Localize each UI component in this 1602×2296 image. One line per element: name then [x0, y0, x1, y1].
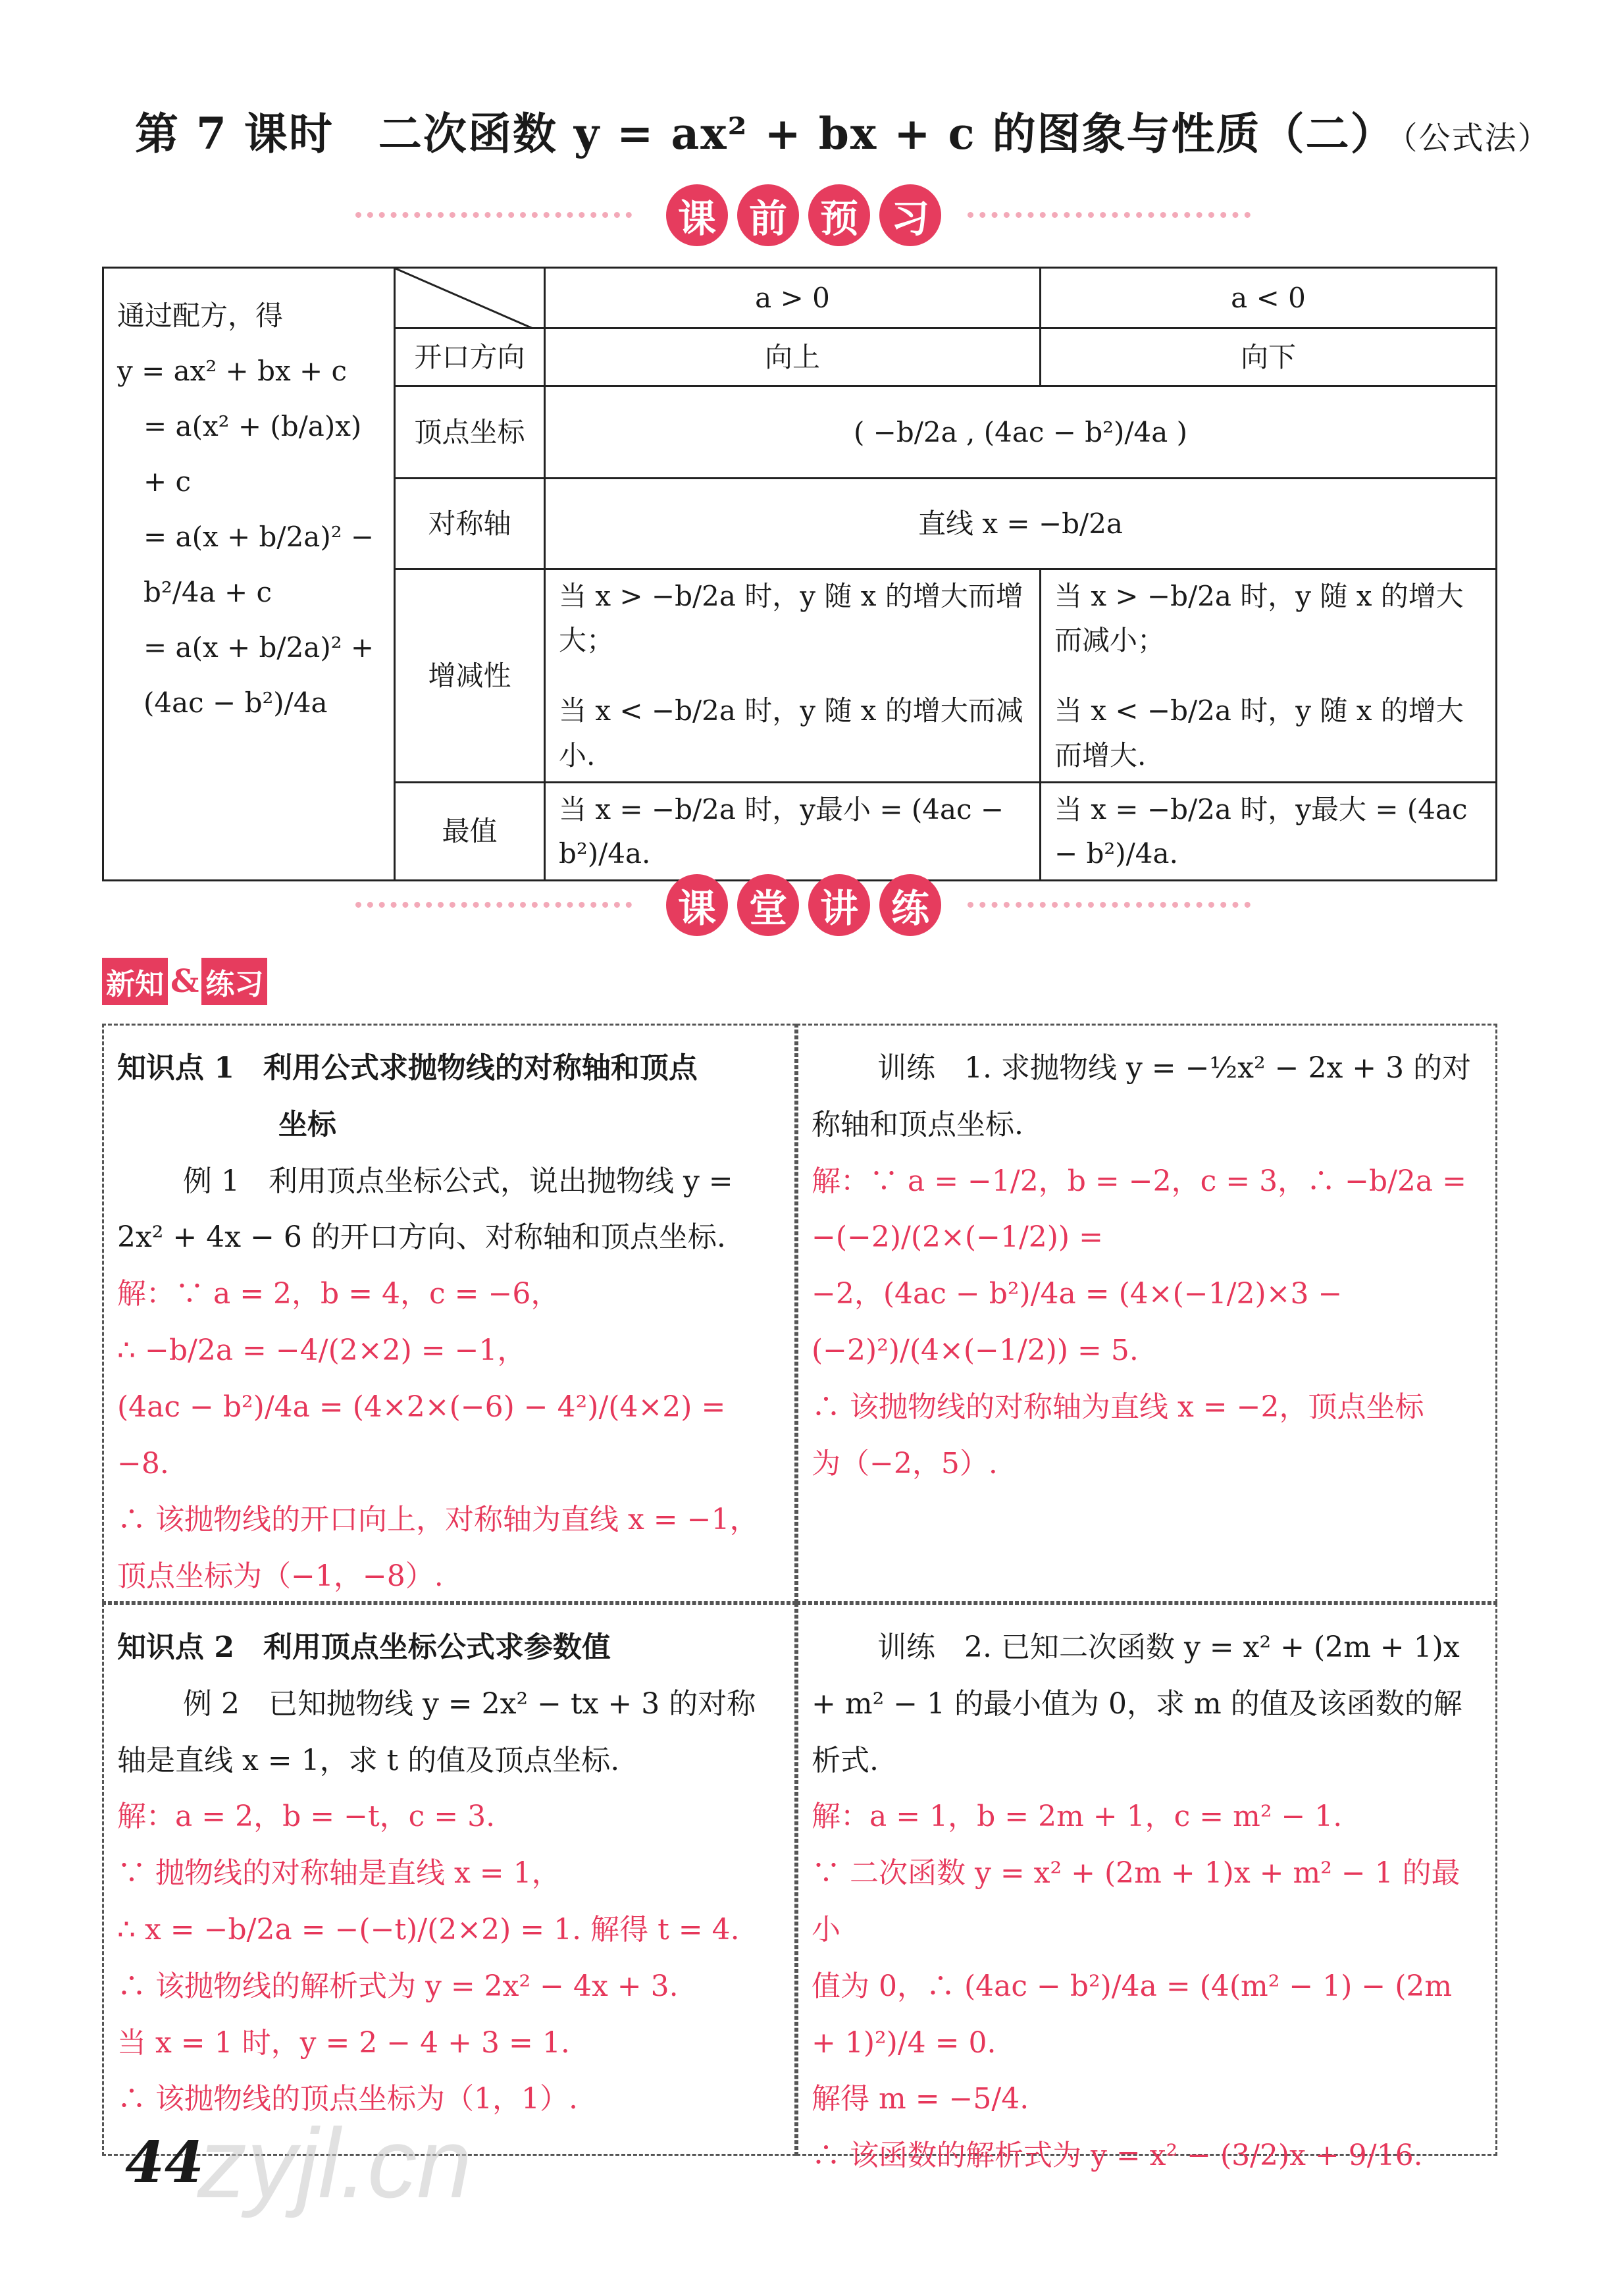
solution-line: 当 x = 1 时，y = 2 − 4 + 3 = 1. [117, 2025, 570, 2060]
direction-pos: 向上 [545, 328, 1041, 386]
solution-line: 为（−2，5）. [812, 1446, 998, 1480]
knowledge-point-1 [102, 1024, 796, 1603]
kp1-title-cont: 坐标 [278, 1107, 336, 1141]
corner-cell [395, 268, 545, 328]
row-label-vertex: 顶点坐标 [395, 386, 545, 479]
kp2-example: 例 2 已知抛物线 y = 2x² − tx + 3 的对称轴是直线 x = 1，求 t 的值及顶点坐标. [117, 1686, 756, 1777]
derivation-line: (4ac − b²)/4a [143, 687, 328, 719]
row-label-monotonic: 增减性 [395, 569, 545, 783]
row-label-direction: 开口方向 [395, 328, 545, 386]
solution-line: ∵ 抛物线的对称轴是直线 x = 1， [117, 1856, 561, 1891]
tr1-question: 训练 1. 求抛物线 y = −½x² − 2x + 3 的对称轴和顶点坐标. [812, 1051, 1472, 1141]
class-badge-3: 讲 [808, 874, 870, 936]
extreme-neg: 当 x = −b/2a 时，y最大 = (4ac − b²)/4a. [1041, 782, 1497, 880]
class-badge-4: 练 [879, 874, 941, 936]
solution-line: ∴ 该抛物线的开口向上，对称轴为直线 x = −1， [117, 1503, 759, 1537]
title-sub: （公式法） [1401, 120, 1551, 157]
dotted-divider-left-2 [355, 902, 632, 908]
tr2-question: 训练 2. 已知二次函数 y = x² + (2m + 1)x + m² − 1 的最小值为 0，求 m 的值及该函数的解析式. [812, 1631, 1462, 1777]
solution-line: ∴ x = −b/2a = −(−t)/(2×2) = 1. 解得 t = 4. [117, 1912, 740, 1946]
page-number: 44 [125, 2129, 204, 2196]
training-2 [796, 1603, 1497, 2173]
solution-line: −2，(4ac − b²)/4a = (4×(−1/2)×3 − (−2)²)/(4×(−1/2)) = 5. [812, 1277, 1343, 1367]
preview-badge-3: 预 [808, 184, 870, 246]
kp2-title: 知识点 2 利用顶点坐标公式求参数值 [117, 1631, 611, 1664]
knowledge-point-2 [102, 1603, 796, 2156]
solution-line: ∴ 该函数的解析式为 y = x² − (3/2)x + 9/16. [812, 2139, 1423, 2173]
tr2-solution [812, 1788, 1482, 2184]
monotonic-pos-line2: 当 x < −b/2a 时，y 随 x 的增大而减小. [559, 694, 1023, 771]
watermark: zyjl.cn [197, 2108, 472, 2218]
derivation-line: 通过配方，得 [117, 300, 284, 332]
page-title [135, 99, 1551, 161]
class-badge-1: 课 [666, 874, 728, 936]
preview-badge-2: 前 [737, 184, 799, 246]
extreme-pos: 当 x = −b/2a 时，y最小 = (4ac − b²)/4a. [545, 782, 1041, 880]
derivation-line: = a(x + b/2a)² + [143, 631, 375, 664]
tag-part-a: 新知 [102, 958, 168, 1005]
solution-line: 解：a = 1，b = 2m + 1，c = m² − 1. [812, 1800, 1343, 1834]
kp1-solution [117, 1266, 781, 1605]
solution-line: ∴ 该抛物线的解析式为 y = 2x² − 4x + 3. [117, 1969, 679, 2003]
monotonic-neg [1041, 569, 1497, 783]
kp1-title: 知识点 1 利用公式求抛物线的对称轴和顶点 [117, 1051, 698, 1085]
vertex-value: ( −b/2a , (4ac − b²)/4a ) [545, 386, 1497, 479]
solution-line: ∴ −b/2a = −4/(2×2) = −1， [117, 1333, 527, 1367]
derivation-line: = a(x + b/2a)² − b²/4a + c [143, 521, 375, 608]
new-knowledge-tag [102, 958, 267, 1005]
derivation-cell [103, 268, 395, 881]
dotted-divider-right-2 [968, 902, 1251, 908]
col-header-neg: a < 0 [1041, 268, 1497, 328]
solution-line: 值为 0，∴ (4ac − b²)/4a = (4(m² − 1) − (2m + 1)²)/4 = 0. [812, 1969, 1453, 2060]
tr1-solution [812, 1153, 1482, 1492]
tag-part-b: 练习 [201, 958, 267, 1005]
tag-amp: & [170, 963, 199, 1000]
solution-line: ∴ 该抛物线的对称轴为直线 x = −2，顶点坐标 [812, 1390, 1424, 1424]
preview-badge-1: 课 [666, 184, 728, 246]
monotonic-pos-line1: 当 x > −b/2a 时，y 随 x 的增大而增大； [559, 580, 1023, 657]
dotted-divider-right [968, 212, 1251, 218]
class-badge-2: 堂 [737, 874, 799, 936]
axis-value: 直线 x = −b/2a [545, 479, 1497, 569]
title-main: 第 7 课时 二次函数 y = ax² + bx + c 的图象与性质（二） [135, 108, 1395, 159]
direction-neg: 向下 [1041, 328, 1497, 386]
solution-line: 解得 m = −5/4. [812, 2082, 1029, 2116]
solution-line: 解：a = 2，b = −t，c = 3. [117, 1800, 496, 1834]
solution-line: ∵ 二次函数 y = x² + (2m + 1)x + m² − 1 的最小 [812, 1856, 1460, 1946]
corner-diagonal [396, 269, 534, 329]
kp2-solution [117, 1788, 781, 2127]
derivation-line: = a(x² + (b/a)x) + c [143, 410, 362, 498]
monotonic-neg-line2: 当 x < −b/2a 时，y 随 x 的增大而增大. [1054, 694, 1464, 771]
solution-line: 顶点坐标为（−1，−8）. [117, 1559, 444, 1594]
derivation-line: y = ax² + bx + c [117, 355, 348, 387]
solution-line: 解：∵ a = 2，b = 4，c = −6， [117, 1277, 560, 1311]
row-label-extreme: 最值 [395, 782, 545, 880]
preview-badge-4: 习 [879, 184, 941, 246]
monotonic-neg-line1: 当 x > −b/2a 时，y 随 x 的增大而减小； [1054, 580, 1464, 657]
row-label-axis: 对称轴 [395, 479, 545, 569]
monotonic-pos [545, 569, 1041, 783]
solution-line: ∴ 该抛物线的顶点坐标为（1，1）. [117, 2082, 578, 2116]
kp1-example: 例 1 利用顶点坐标公式，说出抛物线 y = 2x² + 4x − 6 的开口方向、对称轴和顶点坐标. [117, 1164, 733, 1255]
col-header-pos: a > 0 [545, 268, 1041, 328]
solution-line: 解：∵ a = −1/2，b = −2，c = 3，∴ −b/2a = −(−2)/(2×(−1/2)) = [812, 1164, 1467, 1255]
training-1 [796, 1024, 1497, 1603]
dotted-divider-left [355, 212, 632, 218]
solution-line: (4ac − b²)/4a = (4×2×(−6) − 4²)/(4×2) = −8. [117, 1390, 726, 1480]
properties-table [102, 267, 1497, 881]
